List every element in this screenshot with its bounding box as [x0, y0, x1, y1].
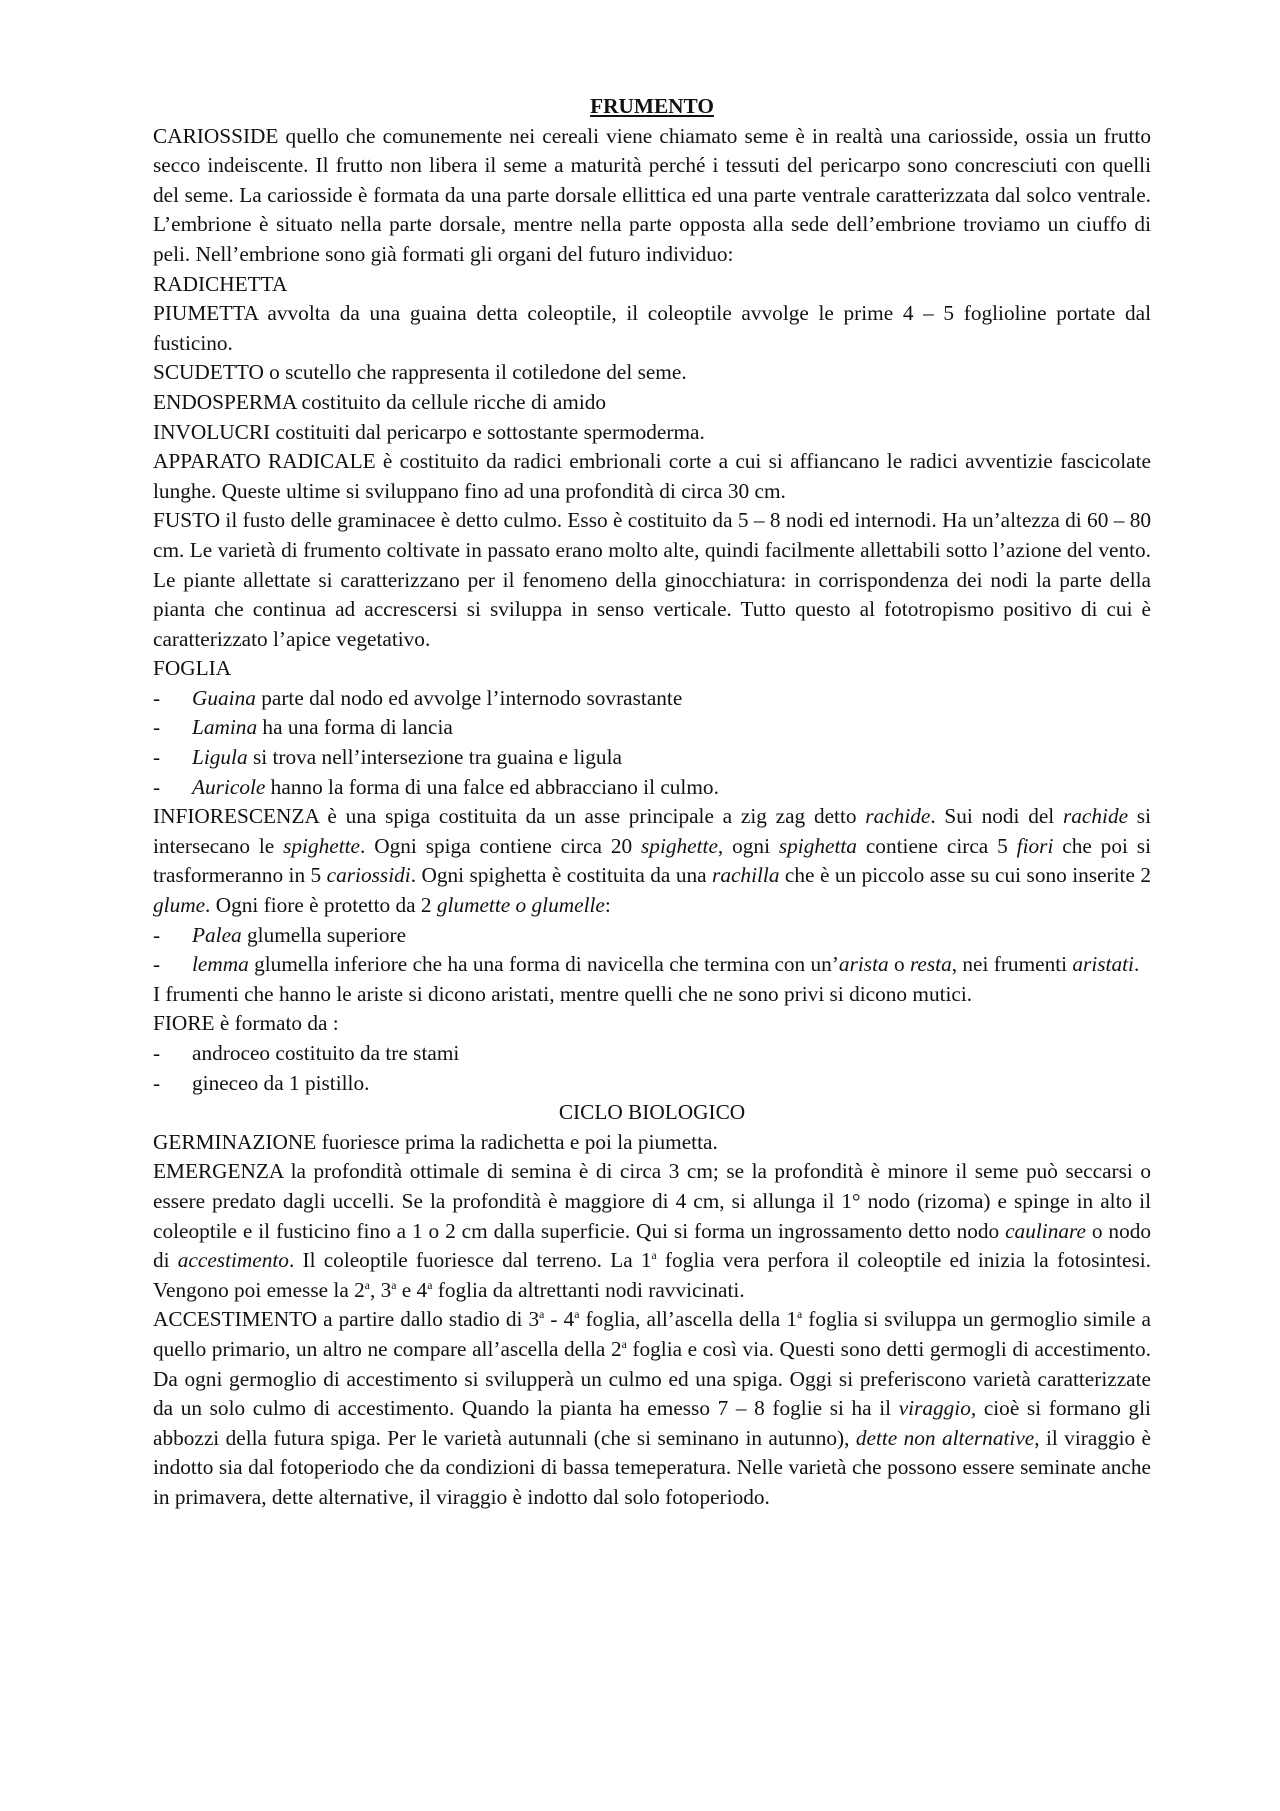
- list-item-lemma: - lemma glumella inferiore che ha una forma di navicella che termina con un’arista o resta, nei frumenti aristati.: [153, 952, 1140, 977]
- section-title-ciclo-biologico: CICLO BIOLOGICO: [558, 1100, 746, 1125]
- paragraph-emergenza: EMERGENZA la profondità ottimale di semina è di circa 3 cm; se la profondità è minore il seme può seccarsi o essere predato dagli uccelli. Se la profondità è maggiore di 4 cm, si allunga il 1° nodo (rizoma) e spinge in alto il coleoptile e il fusticino fino a 1 o 2 cm dalla superficie. Qui si forma un ingrossamento detto nodo caulinare o nodo di accestimento. Il coleoptile fuoriesce dal terreno. La 1$^a$ foglia vera perfora il coleoptile ed inizia la fotosintesi. Vengono poi emesse la 2$^a$, 3$^a$ e 4$^a$ foglia da altrettanti nodi ravvicinati.: [153, 1159, 1152, 1302]
- paragraph-piumetta: PIUMETTA avvolta da una guaina detta coleoptile, il coleoptile avvolge le prime 4 – 5 foglioline portate dal fusticino.: [153, 301, 1151, 355]
- paragraph-involucri: INVOLUCRI costituiti dal pericarpo e sottostante spermoderma.: [153, 419, 705, 444]
- document-title: FRUMENTO: [590, 94, 714, 118]
- list-item-palea: - Palea glumella superiore: [153, 922, 407, 947]
- paragraph-accestimento: ACCESTIMENTO a partire dallo stadio di 3$^a$ - 4$^a$ foglia, all’ascella della 1$^a$ foglia si sviluppa un germoglio simile a quello primario, un altro ne compare all’ascella della 2$^a$ foglia e così via. Questi sono detti germogli di accestimento. Da ogni germoglio di accestimento si svilupperà un culmo ed una spiga. Oggi si preferiscono varietà caratterizzate da un solo culmo di accestimento. Quando la pianta ha emesso 7 – 8 foglie si ha il viraggio, cioè si formano gli abbozzi della futura spiga. Per le varietà autunnali (che si seminano in autunno), dette non alternative, il viraggio è indotto sia dal fotoperiodo che da condizioni di bassa temeperatura. Nelle varietà che possono essere seminate anche in primavera, dette alternative, il viraggio è indotto dal solo fotoperiodo.: [153, 1307, 1151, 1509]
- list-item-gineceo: - gineceo da 1 pistillo.: [153, 1070, 370, 1095]
- paragraph-radichetta: RADICHETTA: [153, 271, 288, 296]
- list-item-guaina: - Guaina parte dal nodo ed avvolge l’internodo sovrastante: [153, 685, 683, 710]
- paragraph-cariosside: CARIOSSIDE quello che comunemente nei cereali viene chiamato seme è in realtà una cariosside, ossia un frutto secco indeiscente. Il frutto non libera il seme a maturità perché i tessuti del pericarpo sono concresciuti con quelli del seme. La cariosside è formata da una parte dorsale ellittica ed una parte ventrale caratterizzata dal solco ventrale. L’embrione è situato nella parte dorsale, mentre nella parte opposta alla sede dell’embrione troviamo un ciuffo di peli. Nell’embrione sono già formati gli organi del futuro individuo:: [153, 123, 1151, 266]
- list-item-lamina: - Lamina ha una forma di lancia: [153, 715, 453, 740]
- document-page: [153, 92, 1151, 1513]
- paragraph-apparato-radicale: APPARATO RADICALE è costituito da radici embrionali corte a cui si affiancano le radici avventizie fascicolate lunghe. Queste ultime si sviluppano fino ad una profondità di circa 30 cm.: [153, 449, 1151, 503]
- list-item-auricole: - Auricole hanno la forma di una falce ed abbracciano il culmo.: [153, 774, 719, 799]
- paragraph-scudetto: SCUDETTO o scutello che rappresenta il cotiledone del seme.: [153, 360, 687, 385]
- paragraph-infiorescenza: INFIORESCENZA è una spiga costituita da un asse principale a zig zag detto rachide. Sui nodi del rachide si intersecano le spighette. Ogni spiga contiene circa 20 spighette, ogni spighetta contiene circa 5 fiori che poi si trasformeranno in 5 cariossidi. Ogni spighetta è costituita da una rachilla che è un piccolo asse su cui sono inserite 2 glume. Ogni fiore è protetto da 2 glumette o glumelle:: [153, 804, 1152, 918]
- heading-foglia: FOGLIA: [153, 656, 232, 681]
- paragraph-endosperma: ENDOSPERMA costituito da cellule ricche di amido: [153, 389, 607, 414]
- list-item-androceo: - androceo costituito da tre stami: [153, 1041, 460, 1065]
- paragraph-aristati: I frumenti che hanno le ariste si dicono aristati, mentre quelli che ne sono privi si dicono mutici.: [153, 981, 973, 1006]
- list-item-ligula: - Ligula si trova nell’intersezione tra guaina e ligula: [153, 745, 622, 770]
- heading-fiore: FIORE è formato da :: [153, 1011, 339, 1036]
- paragraph-germinazione: GERMINAZIONE fuoriesce prima la radichetta e poi la piumetta.: [153, 1129, 718, 1154]
- paragraph-fusto: FUSTO il fusto delle graminacee è detto culmo. Esso è costituito da 5 – 8 nodi ed internodi. Ha un’altezza di 60 – 80 cm. Le varietà di frumento coltivate in passato erano molto alte, quindi facilmente allettabili sotto l’azione del vento. Le piante allettate si caratterizzano per il fenomeno della ginocchiatura: in corrispondenza dei nodi la parte della pianta che continua ad accrescersi si sviluppa in senso verticale. Tutto questo al fototropismo positivo di cui è caratterizzato l’apice vegetativo.: [153, 508, 1151, 651]
